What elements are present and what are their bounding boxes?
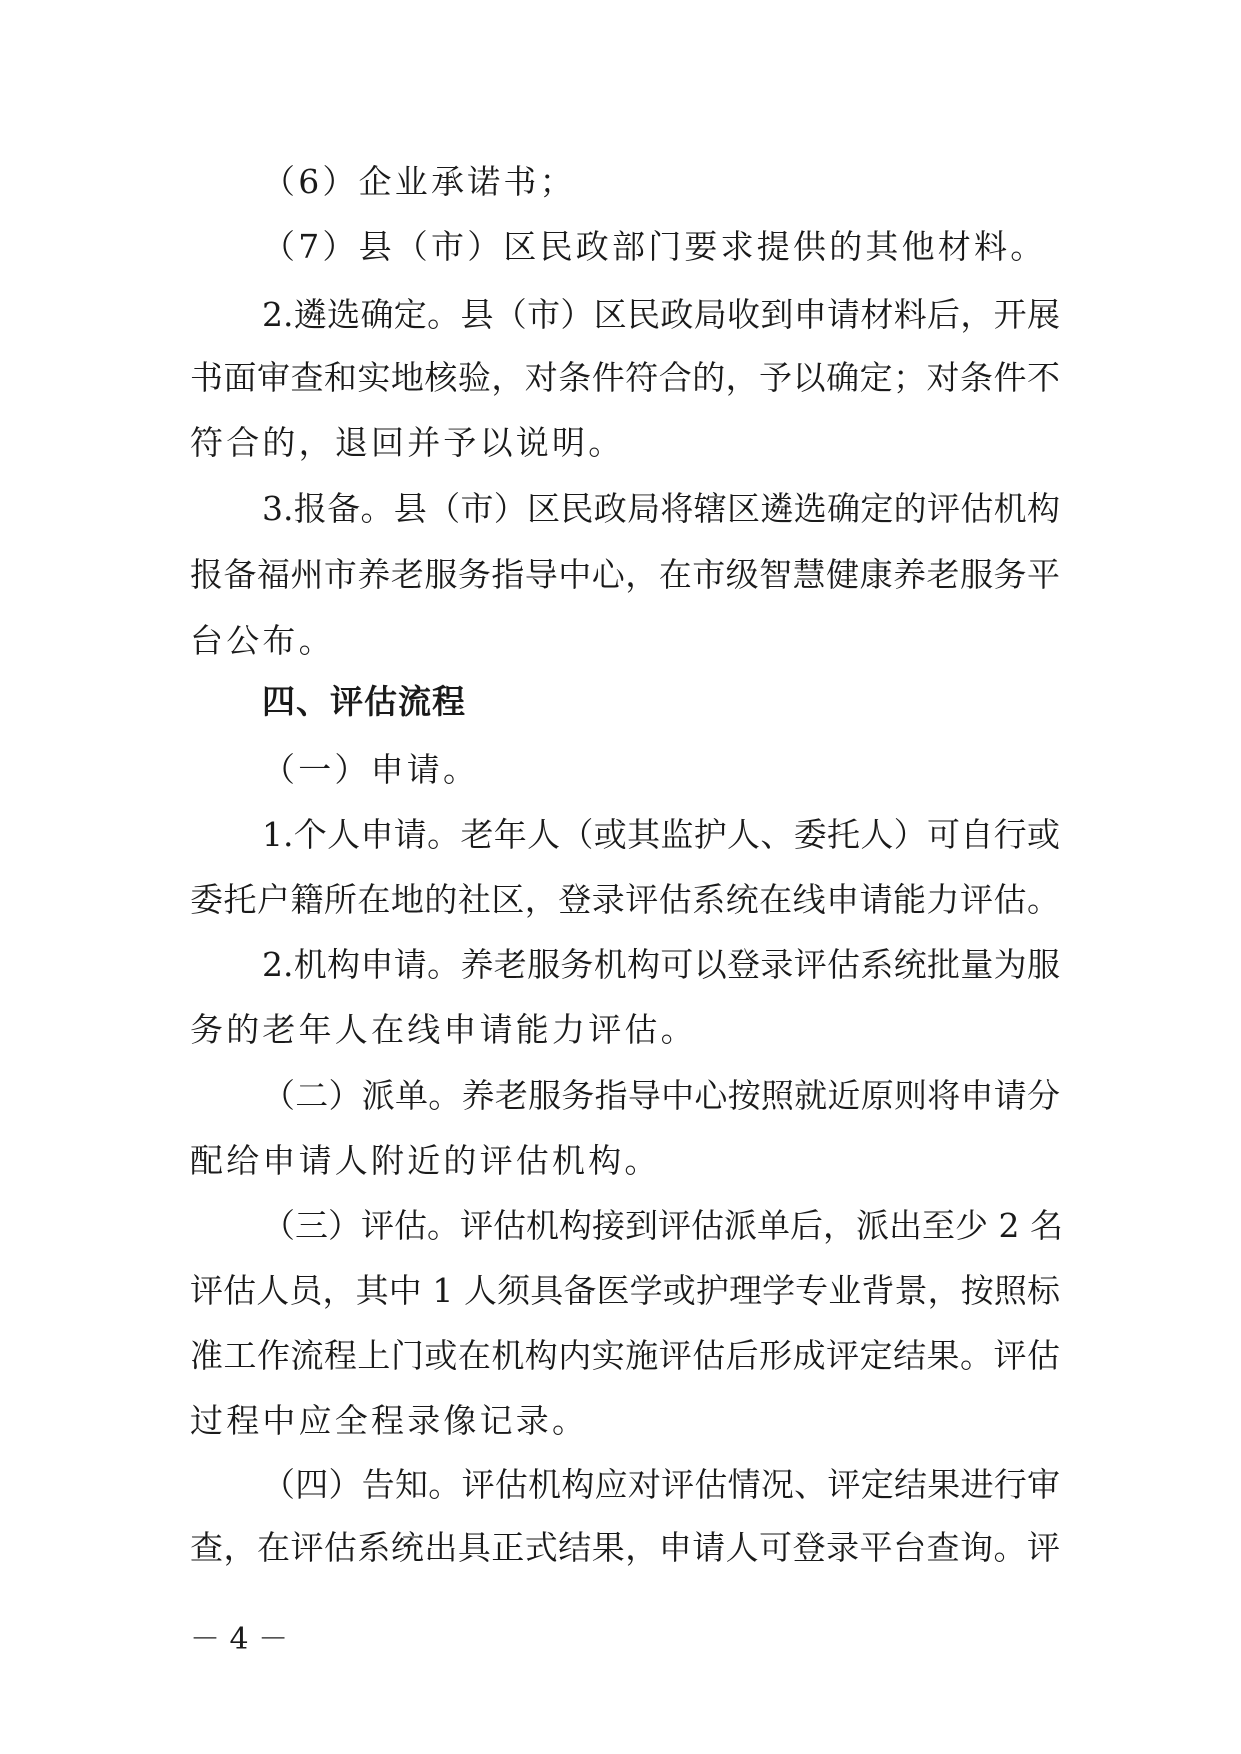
list-item-enterprise-commitment: （6）企业承诺书； (262, 162, 576, 201)
paragraph-selection-line-3: 符合的，退回并予以说明。 (190, 423, 625, 462)
paragraph-notification-line-2: 查，在评估系统出具正式结果，申请人可登录平台查询。评 (190, 1528, 1060, 1567)
page-number: － 4 － (190, 1622, 289, 1657)
paragraph-selection-line-1: 2.遴选确定。县（市）区民政局收到申请材料后，开展 (262, 295, 1060, 334)
paragraph-assessment-line-3: 准工作流程上门或在机构内实施评估后形成评定结果。评估 (190, 1336, 1060, 1375)
paragraph-assessment-line-4: 过程中应全程录像记录。 (190, 1401, 589, 1440)
paragraph-assessment-line-2: 评估人员，其中 1 人须具备医学或护理学专业背景，按照标 (190, 1271, 1060, 1310)
paragraph-filing-line-2: 报备福州市养老服务指导中心，在市级智慧健康养老服务平 (190, 555, 1060, 594)
paragraph-individual-application-line-1: 1.个人申请。老年人（或其监护人、委托人）可自行或 (262, 815, 1060, 854)
paragraph-filing-line-3: 台公布。 (190, 621, 335, 660)
paragraph-individual-application-line-2: 委托户籍所在地的社区，登录评估系统在线申请能力评估。 (190, 880, 1060, 919)
paragraph-institution-application-line-2: 务的老年人在线申请能力评估。 (190, 1010, 697, 1049)
list-item-other-materials: （7）县（市）区民政部门要求提供的其他材料。 (262, 227, 1047, 266)
section-heading-assessment-process: 四、评估流程 (262, 682, 466, 721)
paragraph-notification-line-1: （四）告知。评估机构应对评估情况、评定结果进行审 (262, 1465, 1060, 1504)
paragraph-dispatch-line-1: （二）派单。养老服务指导中心按照就近原则将申请分 (262, 1076, 1060, 1115)
paragraph-filing-line-1: 3.报备。县（市）区民政局将辖区遴选确定的评估机构 (262, 489, 1060, 528)
paragraph-dispatch-line-2: 配给申请人附近的评估机构。 (190, 1141, 661, 1180)
paragraph-selection-line-2: 书面审查和实地核验，对条件符合的，予以确定；对条件不 (190, 358, 1060, 397)
subheading-application: （一）申请。 (262, 750, 480, 789)
paragraph-assessment-line-1: （三）评估。评估机构接到评估派单后，派出至少 2 名 (262, 1206, 1063, 1245)
paragraph-institution-application-line-1: 2.机构申请。养老服务机构可以登录评估系统批量为服 (262, 945, 1060, 984)
